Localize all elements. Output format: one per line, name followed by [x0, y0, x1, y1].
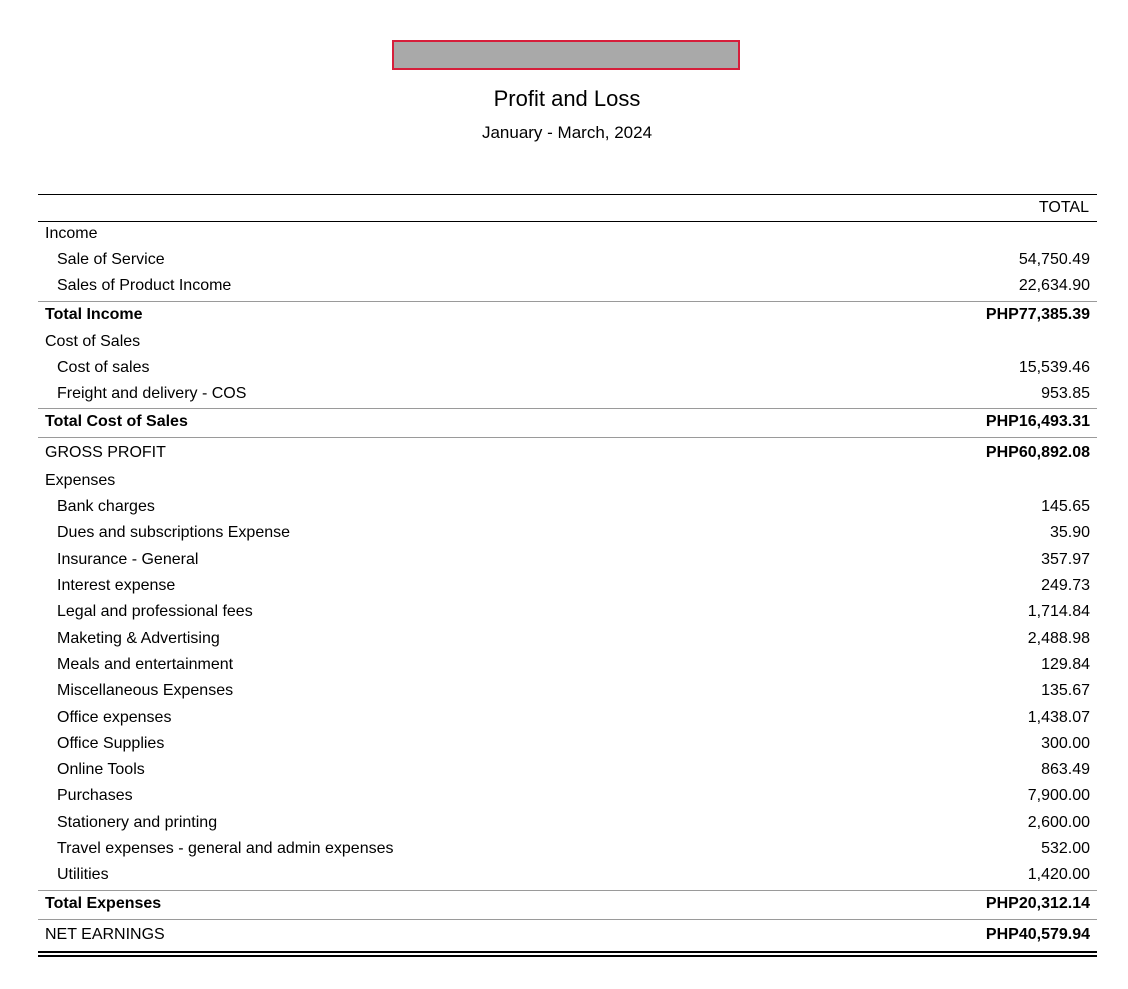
row-amount: 7,900.00	[1027, 787, 1090, 805]
table-row	[38, 679, 1097, 705]
row-amount: 953.85	[1041, 384, 1090, 402]
column-header-row	[38, 194, 1097, 222]
row-label: Travel expenses - general and admin expenses	[57, 840, 394, 858]
total-label: Total Income	[45, 305, 143, 323]
total-amount: PHP16,493.31	[985, 413, 1090, 431]
row-amount: 1,714.84	[1027, 603, 1090, 621]
section-heading-cost-of-sales	[38, 330, 1097, 356]
net-earnings-row	[38, 919, 1097, 951]
table-row	[38, 495, 1097, 521]
summary-amount: PHP40,579.94	[985, 925, 1090, 943]
row-label: Sale of Service	[57, 251, 165, 268]
summary-amount: PHP60,892.08	[985, 444, 1090, 462]
row-label: Office Supplies	[57, 734, 165, 752]
report-period: January - March, 2024	[481, 123, 653, 142]
total-expenses-row	[38, 890, 1097, 919]
row-label: Dues and subscriptions Expense	[57, 524, 291, 542]
table-row	[38, 732, 1097, 758]
row-amount: 15,539.46	[1018, 358, 1090, 376]
row-label: Maketing & Advertising	[57, 629, 220, 647]
double-underline-divider	[38, 951, 1097, 957]
table-row	[38, 548, 1097, 574]
table-row	[38, 274, 1097, 300]
table-row	[38, 811, 1097, 837]
section-heading-income	[38, 222, 1097, 248]
table-row	[38, 382, 1097, 408]
row-amount: 2,600.00	[1027, 813, 1090, 831]
section-heading-label: Expenses	[45, 472, 116, 490]
row-label: Cost of sales	[57, 358, 150, 376]
row-label: Meals and entertainment	[57, 655, 234, 673]
table-row	[38, 574, 1097, 600]
table-row	[38, 784, 1097, 810]
row-label: Purchases	[57, 787, 133, 805]
row-label: Interest expense	[57, 577, 176, 595]
column-header-total: TOTAL	[1038, 199, 1089, 216]
row-amount: 35.90	[1049, 524, 1090, 542]
table-row	[38, 837, 1097, 863]
row-amount: 1,438.07	[1027, 708, 1090, 726]
section-heading-label: Cost of Sales	[45, 332, 141, 350]
row-amount: 300.00	[1041, 734, 1090, 752]
table-row	[38, 248, 1097, 274]
row-amount: 22,634.90	[1018, 277, 1090, 295]
row-amount: 129.84	[1041, 655, 1090, 673]
row-label: Legal and professional fees	[57, 603, 253, 621]
table-row	[38, 653, 1097, 679]
summary-label: NET EARNINGS	[45, 925, 165, 943]
table-row	[38, 600, 1097, 626]
row-label: Stationery and printing	[57, 813, 218, 831]
table-row	[38, 863, 1097, 889]
redacted-company-name	[392, 40, 740, 70]
table-row	[38, 758, 1097, 784]
row-label: Office expenses	[57, 708, 172, 726]
row-amount: 863.49	[1041, 761, 1090, 779]
row-amount: 2,488.98	[1027, 629, 1090, 647]
gross-profit-row	[38, 437, 1097, 469]
row-amount: 532.00	[1041, 840, 1090, 858]
row-amount: 357.97	[1041, 550, 1090, 568]
total-label: Total Cost of Sales	[45, 413, 188, 431]
row-amount: 135.67	[1041, 682, 1090, 700]
row-amount: 1,420.00	[1027, 866, 1090, 884]
total-amount: PHP77,385.39	[985, 305, 1090, 323]
row-label: Utilities	[57, 866, 109, 884]
row-amount: 145.65	[1041, 498, 1090, 516]
row-label: Insurance - General	[57, 550, 199, 568]
section-heading-label: Income	[45, 225, 98, 242]
row-label: Miscellaneous Expenses	[57, 682, 234, 700]
row-amount: 249.73	[1041, 577, 1090, 595]
total-label: Total Expenses	[45, 894, 162, 912]
table-row	[38, 706, 1097, 732]
row-label: Bank charges	[57, 498, 155, 516]
section-heading-expenses	[38, 469, 1097, 495]
table-row	[38, 356, 1097, 382]
report-title: Profit and Loss	[493, 86, 641, 111]
summary-label: GROSS PROFIT	[45, 444, 166, 462]
row-amount: 54,750.49	[1018, 251, 1090, 268]
table-row	[38, 521, 1097, 547]
row-label: Freight and delivery - COS	[57, 384, 247, 402]
table-row	[38, 627, 1097, 653]
row-label: Sales of Product Income	[57, 277, 232, 295]
total-amount: PHP20,312.14	[985, 894, 1090, 912]
total-income-row	[38, 301, 1097, 330]
total-cost-of-sales-row	[38, 408, 1097, 437]
row-label: Online Tools	[57, 761, 145, 779]
report-table	[38, 194, 1097, 957]
